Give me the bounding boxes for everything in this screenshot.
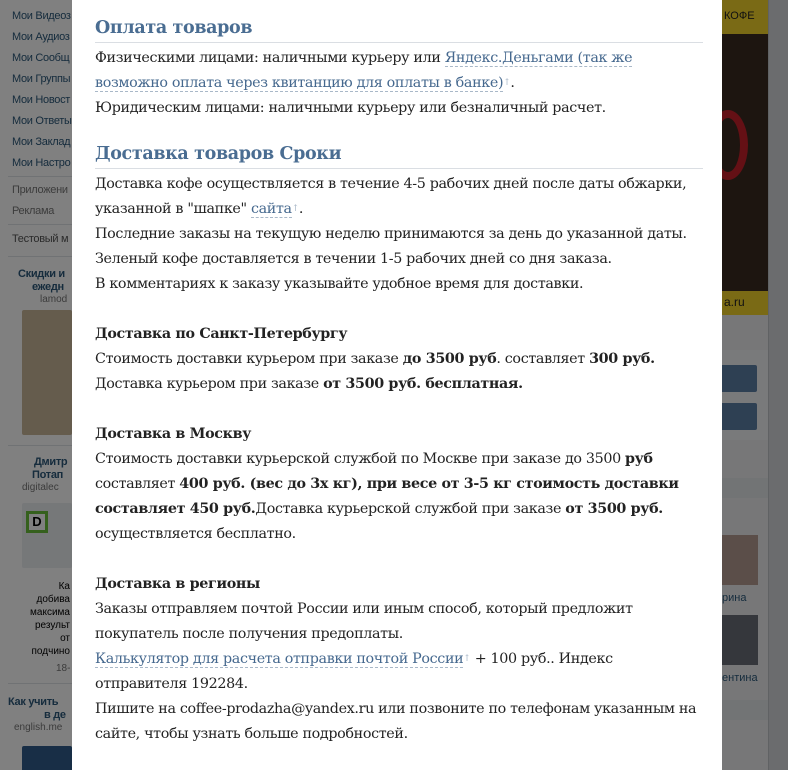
text: осуществляется бесплатно. bbox=[95, 526, 296, 542]
text: . bbox=[298, 201, 304, 217]
text: Физическими лицами: наличными курьеру или bbox=[95, 50, 445, 66]
sidebar-item-apps[interactable]: Приложени bbox=[12, 184, 68, 196]
section-header bbox=[722, 700, 768, 720]
regions-contact: Пишите на coffee-prodazha@yandex.ru или позвоните по телефонам указанным на сайте, чтобы узнать больше подробностей. bbox=[95, 701, 697, 742]
ad-image[interactable] bbox=[22, 746, 72, 770]
spb-line2 bbox=[95, 372, 703, 397]
text: Доставка кофе осуществляется в течение 4-5 рабочих дней после даты обжарки, указанной в "шапке" bbox=[95, 176, 687, 217]
friend-photo[interactable] bbox=[722, 615, 758, 665]
coffee-ad-banner[interactable] bbox=[722, 0, 768, 315]
ad-title[interactable]: ежедн bbox=[32, 281, 64, 293]
ad-image[interactable] bbox=[22, 503, 72, 568]
delivery-p1 bbox=[95, 172, 703, 222]
text: Стоимость доставки курьерской службой по Москве при заказе до 3500 bbox=[95, 451, 626, 467]
ad-source: lamod bbox=[40, 294, 68, 305]
text: Доставка курьерской службой при заказе bbox=[255, 501, 566, 517]
payment-individuals bbox=[95, 46, 703, 96]
text: от 3500 руб. bbox=[565, 501, 663, 517]
divider bbox=[8, 224, 72, 225]
payment-heading: Оплата товаров bbox=[95, 14, 703, 43]
ad-text-line: максима bbox=[30, 607, 70, 618]
regions-heading bbox=[95, 572, 703, 597]
text: 300 руб. bbox=[589, 351, 655, 367]
ad-text-line: результ bbox=[35, 620, 70, 631]
sidebar-item-ads[interactable]: Реклама bbox=[12, 205, 55, 217]
ad-title[interactable]: Дмитр bbox=[34, 456, 68, 468]
external-link-icon: ↑ bbox=[503, 78, 511, 88]
sidebar-item-news[interactable]: Мои Новост bbox=[12, 94, 71, 106]
external-link-icon: ↑ bbox=[291, 204, 299, 214]
ad-text-line: добива bbox=[36, 594, 70, 605]
ad-text-line: Ка bbox=[58, 581, 70, 592]
sidebar-item-groups[interactable]: Мои Группы bbox=[12, 73, 71, 85]
external-link-icon: ↑ bbox=[463, 654, 471, 664]
friend-photo[interactable] bbox=[722, 535, 758, 585]
sidebar-item-messages[interactable]: Мои Сообщ bbox=[12, 52, 70, 64]
ad-text-line: подчино bbox=[31, 646, 70, 657]
ad-source: digitalec bbox=[22, 482, 59, 493]
friend-name[interactable]: ентина bbox=[722, 672, 758, 684]
action-button[interactable] bbox=[722, 403, 757, 430]
ad-text bbox=[8, 580, 70, 658]
divider bbox=[8, 445, 72, 446]
text: Стоимость доставки курьером при заказе bbox=[95, 351, 403, 367]
divider bbox=[8, 176, 72, 177]
regions-p1: Заказы отправляем почтой России или иным способ, который предложит покупатель после получения предоплаты. bbox=[95, 601, 633, 642]
spb-line1 bbox=[95, 347, 703, 372]
scrollbar[interactable] bbox=[768, 0, 788, 770]
moscow-text bbox=[95, 447, 695, 547]
section-header bbox=[722, 478, 768, 498]
yandex-money-link[interactable]: Яндекс.Деньгами (так же возможно оплата через квитанцию для оплаты в банке) bbox=[95, 50, 633, 91]
ad-text-line: от bbox=[60, 633, 70, 644]
logo-icon: D bbox=[26, 511, 48, 533]
payment-legal: Юридическим лицами: наличными курьеру или безналичный расчет. bbox=[95, 100, 606, 116]
ad-source: english.me bbox=[14, 722, 63, 733]
sidebar-item-test[interactable]: Тестовый м bbox=[12, 233, 69, 245]
ad-date: 18- bbox=[56, 663, 71, 674]
ad-title[interactable]: Скидки и bbox=[18, 268, 65, 280]
ad-title[interactable]: в де bbox=[44, 709, 66, 721]
text: . составляет bbox=[496, 351, 590, 367]
text: Доставка в регионы bbox=[95, 576, 260, 592]
text: до 3500 руб bbox=[402, 351, 497, 367]
banner-top-text: КОФЕ bbox=[722, 0, 768, 34]
ad-image[interactable] bbox=[22, 310, 72, 435]
ad-title[interactable]: Как учить bbox=[8, 696, 59, 708]
banner-bottom-text: a.ru bbox=[722, 291, 768, 315]
text: составляет bbox=[95, 476, 180, 492]
text: Доставка курьером при заказе bbox=[95, 376, 324, 392]
delivery-info-modal bbox=[72, 0, 722, 770]
friend-name[interactable]: рина bbox=[722, 592, 747, 604]
text: + 100 руб.. Индекс отправителя 192284. bbox=[95, 651, 613, 692]
spb-heading bbox=[95, 322, 703, 347]
sidebar-item-answers[interactable]: Мои Ответы bbox=[12, 115, 72, 127]
moscow-heading bbox=[95, 422, 703, 447]
modal-content bbox=[95, 14, 703, 747]
text: 400 руб. (вес до 3х кг), при весе от 3-5 кг стоимость доставки составляет 450 руб. bbox=[95, 476, 679, 517]
post-calculator-link[interactable]: Калькулятор для расчета отправки почтой России bbox=[95, 651, 464, 667]
delivery-heading: Доставка товаров Сроки bbox=[95, 140, 703, 169]
delivery-p2: Последние заказы на текущую неделю принимаются за день до указанной даты. bbox=[95, 226, 687, 242]
ad-title[interactable]: Потап bbox=[32, 469, 64, 481]
action-button[interactable] bbox=[722, 365, 757, 392]
sidebar-item-audio[interactable]: Мои Аудиоз bbox=[12, 31, 70, 43]
sidebar-item-bookmarks[interactable]: Мои Заклад bbox=[12, 136, 71, 148]
text: Доставка по Санкт-Петербургу bbox=[95, 326, 348, 342]
divider bbox=[8, 683, 72, 684]
site-link[interactable]: сайта bbox=[250, 201, 292, 217]
delivery-p3: Зеленый кофе доставляется в течении 1-5 рабочих дней со дня заказа. bbox=[95, 251, 612, 267]
text: от 3500 руб. бесплатная. bbox=[323, 376, 523, 392]
text: Доставка в Москву bbox=[95, 426, 252, 442]
text: руб bbox=[625, 451, 653, 467]
divider bbox=[8, 256, 72, 257]
sidebar-item-settings[interactable]: Мои Настро bbox=[12, 157, 71, 169]
left-sidebar bbox=[0, 0, 72, 770]
regions-calc bbox=[95, 647, 670, 697]
sidebar-item-videos[interactable]: Мои Видеоз bbox=[12, 10, 71, 22]
delivery-p4: В комментариях к заказу указывайте удобное время для доставки. bbox=[95, 276, 584, 292]
text: . bbox=[510, 75, 515, 91]
